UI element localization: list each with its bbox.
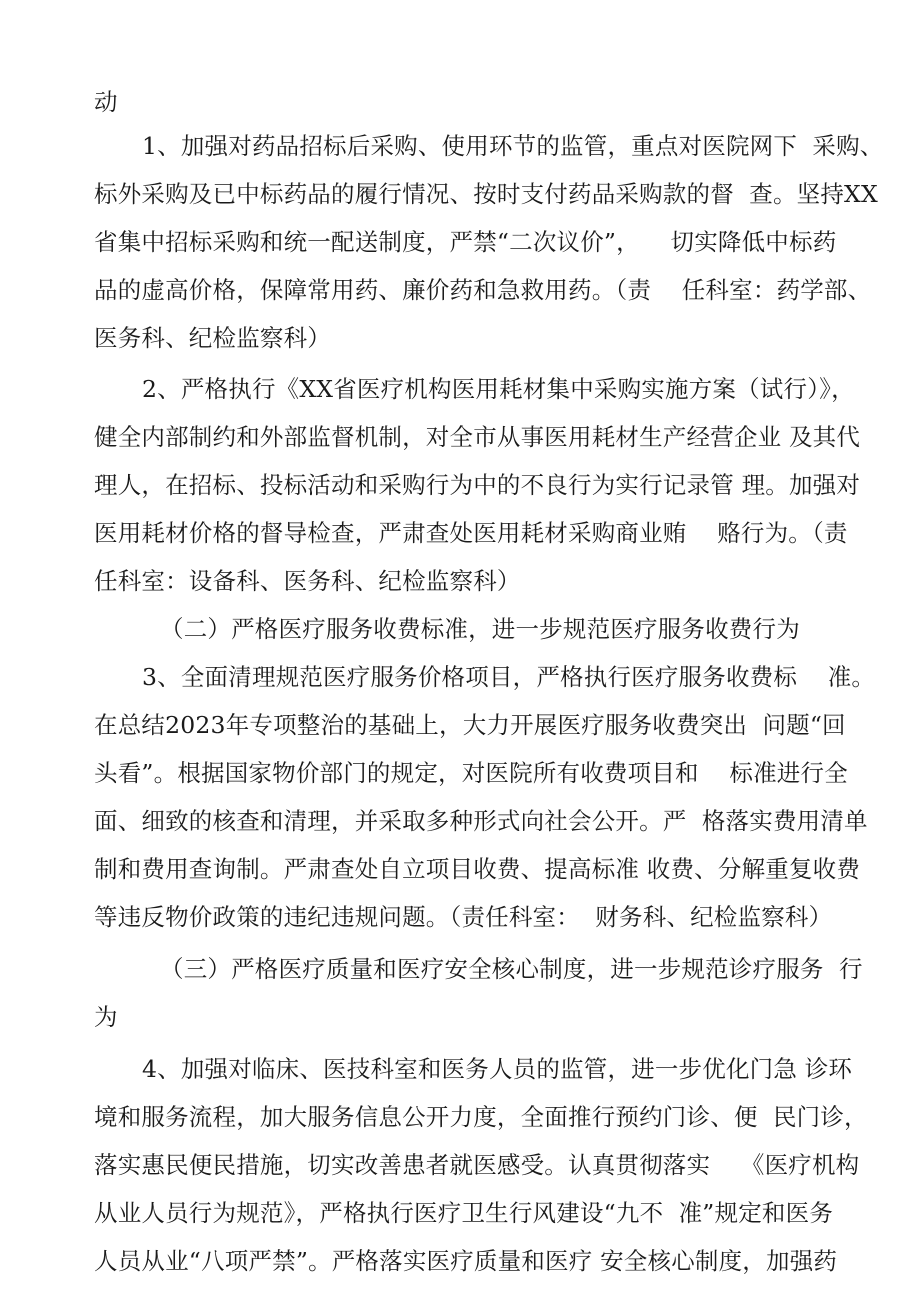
text-line: 头看”。根据国家物价部门的规定，对医院所有收费项目和 标准进行全	[94, 759, 848, 787]
section-heading: （二）严格医疗服务收费标准，进一步规范医疗服务收费行为	[160, 615, 800, 643]
text-line: 医用耗材价格的督导检查，严肃查处医用耗材采购商业贿 赂行为。（责	[94, 519, 848, 547]
section-heading: （三）严格医疗质量和医疗安全核心制度，进一步规范诊疗服务 行	[160, 955, 863, 983]
text-line: 标外采购及已中标药品的履行情况、按时支付药品采购款的督 查。坚持XX	[94, 180, 878, 208]
text-line: 动	[94, 88, 118, 116]
text-line: 2、严格执行《XX省医疗机构医用耗材集中采购实施方案（试行）》，	[142, 375, 855, 403]
text-line: 3、全面清理规范医疗服务价格项目，严格执行医疗服务收费标 准。	[142, 663, 876, 691]
section-heading-continued: 为	[94, 1003, 118, 1031]
text-line: 人员从业“八项严禁”。严格落实医疗质量和医疗 安全核心制度，加强药	[94, 1247, 838, 1275]
text-line: 1、加强对药品招标后采购、使用环节的监管，重点对医院网下 采购、	[142, 132, 884, 160]
text-line: 理人，在招标、投标活动和采购行为中的不良行为实行记录管 理。加强对	[94, 471, 861, 499]
text-line: 落实惠民便民措施，切实改善患者就医感受。认真贯彻落实 《医疗机构	[94, 1151, 860, 1179]
text-line: 品的虚高价格，保障常用药、廉价药和急救用药。（责 任科室：药学部、	[94, 276, 872, 304]
text-line: 境和服务流程，加大服务信息公开力度，全面推行预约门诊、便 民门诊，	[94, 1103, 868, 1131]
text-line: 医务科、纪检监察科）	[94, 324, 331, 352]
text-line: 省集中招标采购和统一配送制度，严禁“二次议价”， 切实降低中标药	[94, 228, 837, 256]
text-line: 等违反物价政策的违纪违规问题。（责任科室： 财务科、纪检监察科）	[94, 903, 833, 931]
text-line: 在总结2023年专项整治的基础上，大力开展医疗服务收费突出 问题“回	[94, 711, 846, 739]
text-line: 健全内部制约和外部监督机制，对全市从事医用耗材生产经营企业 及其代	[94, 423, 861, 451]
text-line: 任科室：设备科、医务科、纪检监察科）	[94, 567, 521, 595]
text-line: 制和费用查询制。严肃查处自立项目收费、提高标准 收费、分解重复收费	[94, 855, 861, 883]
text-line: 从业人员行为规范》，严格执行医疗卫生行风建设“九不 准”规定和医务	[94, 1199, 834, 1227]
text-line: 面、细致的核查和清理，并采取多种形式向社会公开。严 格落实费用清单	[94, 807, 868, 835]
text-line: 4、加强对临床、医技科室和医务人员的监管，进一步优化门急 诊环	[142, 1055, 853, 1083]
